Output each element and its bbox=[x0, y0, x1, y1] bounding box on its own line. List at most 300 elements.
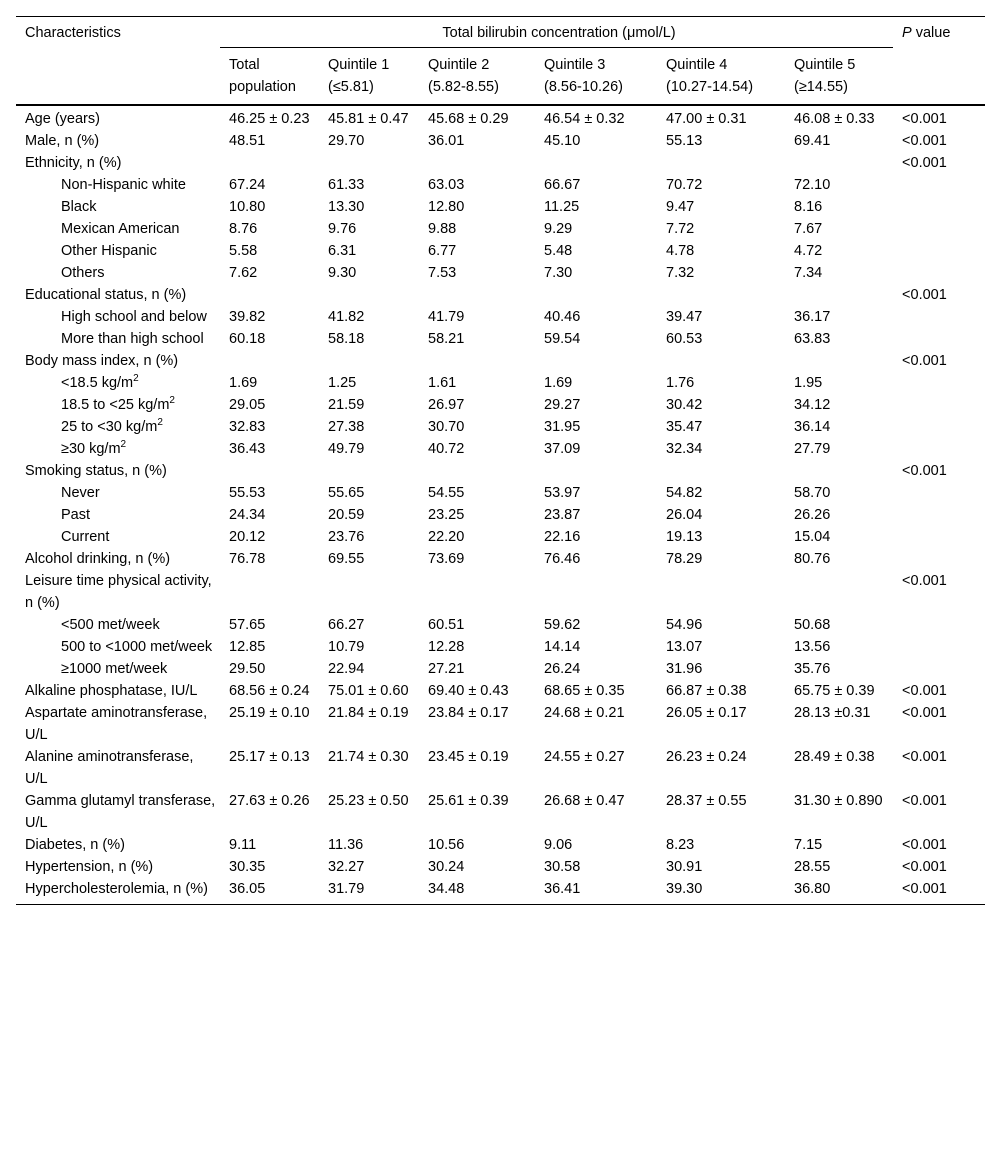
value-cell: 73.69 bbox=[428, 551, 465, 567]
row-label bbox=[16, 504, 220, 526]
p-value-cell bbox=[893, 416, 985, 438]
table-row bbox=[16, 526, 985, 548]
p-value-cell bbox=[893, 328, 985, 350]
value-cell: 7.32 bbox=[666, 265, 695, 281]
value-cell: 69.41 bbox=[794, 133, 831, 149]
table-row bbox=[16, 790, 985, 834]
value-cell bbox=[319, 570, 419, 614]
column-header-line1: Quintile 2 bbox=[428, 57, 490, 73]
value-cell: 23.76 bbox=[328, 529, 365, 545]
column-header bbox=[785, 48, 893, 105]
value-cell: 20.12 bbox=[229, 529, 266, 545]
value-cell: 25.23 ± 0.50 bbox=[328, 793, 409, 809]
row-label-text: Hypercholesterolemia, n (%) bbox=[25, 881, 208, 897]
value-cell: 36.01 bbox=[428, 133, 465, 149]
value-cell: 66.27 bbox=[328, 617, 365, 633]
value-cell: 7.15 bbox=[794, 837, 823, 853]
row-label-text: Alanine aminotransferase, U/L bbox=[25, 749, 194, 787]
value-cell: 54.55 bbox=[428, 485, 465, 501]
value-cell: 6.31 bbox=[328, 243, 357, 259]
p-value-cell: <0.001 bbox=[902, 705, 947, 721]
value-cell: 80.76 bbox=[794, 551, 831, 567]
value-cell bbox=[535, 350, 657, 372]
value-cell: 11.36 bbox=[328, 837, 364, 853]
value-cell: 13.56 bbox=[794, 639, 831, 655]
value-cell: 7.72 bbox=[666, 221, 695, 237]
row-label-text: Black bbox=[61, 199, 97, 215]
value-cell: 25.19 ± 0.10 bbox=[229, 705, 310, 721]
value-cell: 26.23 ± 0.24 bbox=[666, 749, 747, 765]
value-cell: 24.55 ± 0.27 bbox=[544, 749, 625, 765]
value-cell: 60.53 bbox=[666, 331, 703, 347]
value-cell: 57.65 bbox=[229, 617, 266, 633]
value-cell: 36.14 bbox=[794, 419, 831, 435]
value-cell bbox=[785, 570, 893, 614]
value-cell: 36.17 bbox=[794, 309, 831, 325]
value-cell: 70.72 bbox=[666, 177, 703, 193]
value-cell: 32.27 bbox=[328, 859, 365, 875]
value-cell: 8.76 bbox=[229, 221, 258, 237]
row-label bbox=[16, 746, 220, 790]
value-cell: 37.09 bbox=[544, 441, 581, 457]
row-label bbox=[16, 460, 220, 482]
row-label-text: Leisure time physical activity, n (%) bbox=[25, 573, 212, 611]
p-rest: value bbox=[911, 25, 951, 41]
value-cell: 1.95 bbox=[794, 375, 823, 391]
value-cell: 45.10 bbox=[544, 133, 581, 149]
p-value-cell: <0.001 bbox=[902, 837, 947, 853]
value-cell: 41.82 bbox=[328, 309, 365, 325]
value-cell: 68.65 ± 0.35 bbox=[544, 683, 625, 699]
value-cell bbox=[657, 152, 785, 174]
row-label bbox=[16, 306, 220, 328]
row-label bbox=[16, 790, 220, 834]
value-cell: 12.85 bbox=[229, 639, 266, 655]
value-cell: 31.79 bbox=[319, 878, 419, 905]
value-cell: 10.80 bbox=[229, 199, 266, 215]
value-cell bbox=[220, 460, 319, 482]
value-cell: 22.94 bbox=[328, 661, 365, 677]
column-header bbox=[657, 48, 785, 105]
column-header-line2: (5.82-8.55) bbox=[428, 79, 499, 95]
value-cell: 13.30 bbox=[328, 199, 365, 215]
value-cell: 58.18 bbox=[328, 331, 365, 347]
row-label bbox=[16, 680, 220, 702]
value-cell: 23.25 bbox=[428, 507, 465, 523]
value-cell: 27.79 bbox=[794, 441, 831, 457]
value-cell: 59.54 bbox=[544, 331, 581, 347]
row-label bbox=[16, 636, 220, 658]
p-value-cell bbox=[893, 548, 985, 570]
p-value-cell: <0.001 bbox=[902, 573, 947, 589]
p-value-cell: <0.001 bbox=[902, 793, 947, 809]
value-cell: 9.29 bbox=[544, 221, 573, 237]
row-label-text: 18.5 to <25 kg/m bbox=[61, 397, 170, 413]
row-label-text: Gamma glutamyl transferase, U/L bbox=[25, 793, 216, 831]
value-cell: 30.91 bbox=[666, 859, 703, 875]
value-cell: 54.96 bbox=[666, 617, 703, 633]
value-cell: 76.78 bbox=[229, 551, 266, 567]
row-label-text: Male, n (%) bbox=[25, 133, 100, 149]
value-cell bbox=[785, 152, 893, 174]
row-label-text: Ethnicity, n (%) bbox=[25, 155, 122, 171]
column-header bbox=[535, 48, 657, 105]
table-row bbox=[16, 240, 985, 262]
column-header-line2: (≥14.55) bbox=[794, 79, 848, 95]
p-value-cell bbox=[893, 504, 985, 526]
row-label-text: Diabetes, n (%) bbox=[25, 837, 125, 853]
value-cell: 46.54 ± 0.32 bbox=[544, 111, 625, 127]
value-cell bbox=[535, 284, 657, 306]
row-label-text: Other Hispanic bbox=[61, 243, 157, 259]
column-header-line1: Quintile 1 bbox=[328, 57, 390, 73]
p-value-cell: <0.001 bbox=[902, 155, 947, 171]
value-cell: 36.43 bbox=[229, 441, 266, 457]
value-cell: 59.62 bbox=[544, 617, 581, 633]
value-cell bbox=[657, 460, 785, 482]
column-header-line2: population bbox=[229, 79, 296, 95]
value-cell bbox=[319, 152, 419, 174]
value-cell: 49.79 bbox=[328, 441, 365, 457]
value-cell: 31.95 bbox=[544, 419, 581, 435]
table-row bbox=[16, 130, 985, 152]
value-cell: 24.34 bbox=[229, 507, 266, 523]
value-cell bbox=[220, 570, 319, 614]
value-cell: 26.04 bbox=[666, 507, 703, 523]
row-label-text: Age (years) bbox=[25, 111, 100, 127]
row-label bbox=[16, 328, 220, 350]
value-cell bbox=[419, 460, 535, 482]
p-value-cell bbox=[893, 218, 985, 240]
value-cell: 69.40 ± 0.43 bbox=[428, 683, 509, 699]
value-cell bbox=[535, 460, 657, 482]
table-row bbox=[16, 105, 985, 130]
table-row bbox=[16, 262, 985, 284]
column-header bbox=[419, 48, 535, 105]
value-cell: 63.03 bbox=[428, 177, 465, 193]
value-cell: 12.28 bbox=[428, 639, 465, 655]
value-cell: 78.29 bbox=[666, 551, 703, 567]
value-cell: 28.37 ± 0.55 bbox=[666, 793, 747, 809]
value-cell: 5.48 bbox=[544, 243, 573, 259]
row-label bbox=[16, 218, 220, 240]
p-value-cell: <0.001 bbox=[902, 463, 947, 479]
row-label-text: Others bbox=[61, 265, 105, 281]
value-cell bbox=[785, 284, 893, 306]
value-cell: 26.26 bbox=[794, 507, 831, 523]
row-label bbox=[16, 614, 220, 636]
row-label-text: Mexican American bbox=[61, 221, 180, 237]
value-cell bbox=[535, 152, 657, 174]
row-label bbox=[16, 130, 220, 152]
value-cell: 46.25 ± 0.23 bbox=[229, 111, 310, 127]
value-cell: 30.42 bbox=[666, 397, 703, 413]
value-cell bbox=[657, 570, 785, 614]
value-cell: 35.76 bbox=[794, 661, 831, 677]
value-cell: 29.50 bbox=[229, 661, 266, 677]
value-cell bbox=[319, 350, 419, 372]
value-cell: 23.84 ± 0.17 bbox=[428, 705, 509, 721]
p-value-cell: <0.001 bbox=[902, 287, 947, 303]
table-row bbox=[16, 218, 985, 240]
row-label bbox=[16, 526, 220, 548]
row-label-text: Aspartate aminotransferase, U/L bbox=[25, 705, 208, 743]
value-cell: 34.48 bbox=[419, 878, 535, 905]
value-cell: 1.25 bbox=[328, 375, 357, 391]
value-cell: 1.69 bbox=[229, 375, 258, 391]
value-cell: 58.70 bbox=[794, 485, 831, 501]
value-cell: 26.05 ± 0.17 bbox=[666, 705, 747, 721]
p-value-cell bbox=[893, 438, 985, 460]
row-label bbox=[16, 372, 220, 394]
table-row bbox=[16, 394, 985, 416]
value-cell: 72.10 bbox=[794, 177, 831, 193]
table-row bbox=[16, 702, 985, 746]
value-cell: 32.34 bbox=[666, 441, 703, 457]
row-label bbox=[16, 350, 220, 372]
row-label-text: Smoking status, n (%) bbox=[25, 463, 167, 479]
p-value-cell bbox=[893, 658, 985, 680]
row-label-text: <500 met/week bbox=[61, 617, 160, 633]
row-label bbox=[16, 548, 220, 570]
value-cell bbox=[319, 460, 419, 482]
value-cell: 4.78 bbox=[666, 243, 695, 259]
row-label-superscript: 2 bbox=[157, 417, 163, 428]
value-cell bbox=[319, 284, 419, 306]
value-cell: 7.53 bbox=[428, 265, 457, 281]
table-row bbox=[16, 152, 985, 174]
row-label bbox=[16, 416, 220, 438]
row-label bbox=[16, 438, 220, 460]
value-cell: 15.04 bbox=[794, 529, 831, 545]
value-cell: 67.24 bbox=[229, 177, 266, 193]
p-value-cell bbox=[893, 174, 985, 196]
value-cell: 60.18 bbox=[229, 331, 266, 347]
table-row bbox=[16, 658, 985, 680]
row-label bbox=[16, 482, 220, 504]
value-cell: 36.41 bbox=[535, 878, 657, 905]
table-row bbox=[16, 614, 985, 636]
column-header-line1: Quintile 4 bbox=[666, 57, 728, 73]
value-cell: 45.68 ± 0.29 bbox=[428, 111, 509, 127]
value-cell: 76.46 bbox=[544, 551, 581, 567]
row-label-text: Never bbox=[61, 485, 100, 501]
column-header-line1: Total bbox=[229, 57, 260, 73]
value-cell: 55.53 bbox=[229, 485, 266, 501]
value-cell: 21.84 ± 0.19 bbox=[328, 705, 409, 721]
value-cell: 24.68 ± 0.21 bbox=[544, 705, 625, 721]
value-cell: 22.16 bbox=[544, 529, 581, 545]
row-label-superscript: 2 bbox=[120, 439, 127, 450]
row-label bbox=[16, 196, 220, 218]
value-cell: 19.13 bbox=[666, 529, 703, 545]
value-cell: 66.87 ± 0.38 bbox=[666, 683, 747, 699]
value-cell: 25.61 ± 0.39 bbox=[428, 793, 509, 809]
row-label bbox=[16, 658, 220, 680]
row-label-text: ≥1000 met/week bbox=[61, 661, 168, 677]
column-header-line1: Quintile 5 bbox=[794, 57, 856, 73]
value-cell: 10.56 bbox=[428, 837, 465, 853]
value-cell: 55.13 bbox=[666, 133, 703, 149]
value-cell: 55.65 bbox=[328, 485, 365, 501]
value-cell: 75.01 ± 0.60 bbox=[328, 683, 409, 699]
value-cell: 7.34 bbox=[794, 265, 823, 281]
p-value-cell bbox=[893, 482, 985, 504]
row-label-text: ≥30 kg/m bbox=[61, 441, 121, 457]
p-value-cell: <0.001 bbox=[902, 353, 947, 369]
value-cell: 30.70 bbox=[428, 419, 465, 435]
p-value-cell bbox=[893, 262, 985, 284]
p-italic: P bbox=[902, 25, 912, 41]
table-row bbox=[16, 372, 985, 394]
value-cell: 8.23 bbox=[666, 837, 695, 853]
p-value-cell bbox=[893, 240, 985, 262]
value-cell: 1.61 bbox=[428, 375, 457, 391]
table-row bbox=[16, 306, 985, 328]
value-cell: 46.08 ± 0.33 bbox=[794, 111, 875, 127]
value-cell: 28.13 ±0.31 bbox=[794, 705, 871, 721]
value-cell: 61.33 bbox=[328, 177, 365, 193]
value-cell: 66.67 bbox=[544, 177, 581, 193]
value-cell: 20.59 bbox=[328, 507, 365, 523]
value-cell: 69.55 bbox=[328, 551, 365, 567]
table-row bbox=[16, 438, 985, 460]
value-cell: 28.49 ± 0.38 bbox=[794, 749, 875, 765]
row-label bbox=[16, 105, 220, 130]
row-label-superscript: 2 bbox=[133, 373, 139, 384]
p-value-cell bbox=[893, 526, 985, 548]
bilirubin-characteristics-table bbox=[16, 16, 985, 905]
p-value-cell bbox=[893, 636, 985, 658]
value-cell: 9.47 bbox=[666, 199, 695, 215]
table-row bbox=[16, 636, 985, 658]
value-cell: 47.00 ± 0.31 bbox=[666, 111, 747, 127]
column-header-line2: (≤5.81) bbox=[328, 79, 374, 95]
value-cell: 54.82 bbox=[666, 485, 703, 501]
p-value-cell bbox=[893, 394, 985, 416]
p-value-cell: <0.001 bbox=[902, 111, 947, 127]
value-cell: 45.81 ± 0.47 bbox=[328, 111, 409, 127]
row-label-text: <18.5 kg/m bbox=[61, 375, 134, 391]
column-header-line1: Quintile 3 bbox=[544, 57, 606, 73]
row-label-text: Current bbox=[61, 529, 110, 545]
table-row bbox=[16, 680, 985, 702]
value-cell: 31.30 ± 0.890 bbox=[794, 793, 883, 809]
value-cell: 36.80 bbox=[785, 878, 893, 905]
value-cell bbox=[657, 284, 785, 306]
value-cell: 48.51 bbox=[229, 133, 266, 149]
table-row bbox=[16, 878, 985, 905]
characteristics-header: Characteristics bbox=[16, 17, 220, 105]
row-label bbox=[16, 570, 220, 614]
table-row bbox=[16, 350, 985, 372]
value-cell: 39.47 bbox=[666, 309, 703, 325]
value-cell: 27.63 ± 0.26 bbox=[229, 793, 310, 809]
header-row-1 bbox=[16, 17, 985, 48]
table-body bbox=[16, 105, 985, 905]
row-label bbox=[16, 284, 220, 306]
value-cell: 39.30 bbox=[657, 878, 785, 905]
value-cell: 65.75 ± 0.39 bbox=[794, 683, 875, 699]
p-value-cell bbox=[893, 372, 985, 394]
value-cell: 9.88 bbox=[428, 221, 457, 237]
row-label-text: Body mass index, n (%) bbox=[25, 353, 179, 369]
row-label-text: Non-Hispanic white bbox=[61, 177, 186, 193]
value-cell: 1.69 bbox=[544, 375, 573, 391]
value-cell: 10.79 bbox=[328, 639, 365, 655]
value-cell: 26.97 bbox=[428, 397, 465, 413]
value-cell: 29.27 bbox=[544, 397, 581, 413]
value-cell: 5.58 bbox=[229, 243, 258, 259]
value-cell: 35.47 bbox=[666, 419, 703, 435]
value-cell bbox=[419, 350, 535, 372]
value-cell: 53.97 bbox=[544, 485, 581, 501]
value-cell: 34.12 bbox=[794, 397, 831, 413]
value-cell: 40.46 bbox=[544, 309, 581, 325]
value-cell: 27.21 bbox=[428, 661, 465, 677]
value-cell: 36.05 bbox=[220, 878, 319, 905]
row-label bbox=[16, 394, 220, 416]
row-label-superscript: 2 bbox=[169, 395, 175, 406]
row-label bbox=[16, 834, 220, 856]
row-label-text: 25 to <30 kg/m bbox=[61, 419, 158, 435]
bilirubin-group-header: Total bilirubin concentration (μmol/L) bbox=[220, 17, 893, 48]
row-label bbox=[16, 152, 220, 174]
value-cell: 1.76 bbox=[666, 375, 695, 391]
table-row bbox=[16, 834, 985, 856]
p-value-cell bbox=[893, 306, 985, 328]
row-label-text: Hypertension, n (%) bbox=[25, 859, 154, 875]
row-label bbox=[16, 856, 220, 878]
table-row bbox=[16, 548, 985, 570]
value-cell: 39.82 bbox=[229, 309, 266, 325]
row-label bbox=[16, 878, 220, 905]
value-cell: 6.77 bbox=[428, 243, 457, 259]
p-value-cell: <0.001 bbox=[902, 683, 947, 699]
value-cell bbox=[419, 570, 535, 614]
p-value-cell: <0.001 bbox=[902, 749, 947, 765]
table-row bbox=[16, 416, 985, 438]
p-value-header bbox=[893, 17, 985, 105]
value-cell: 29.70 bbox=[328, 133, 365, 149]
table-row bbox=[16, 174, 985, 196]
value-cell: 41.79 bbox=[428, 309, 465, 325]
p-value-cell: <0.001 bbox=[902, 133, 947, 149]
value-cell: 8.16 bbox=[794, 199, 823, 215]
value-cell: 22.20 bbox=[428, 529, 465, 545]
value-cell: 23.45 ± 0.19 bbox=[428, 749, 509, 765]
value-cell: 28.55 bbox=[794, 859, 831, 875]
column-header bbox=[220, 48, 319, 105]
value-cell bbox=[220, 284, 319, 306]
row-label bbox=[16, 240, 220, 262]
p-value-cell: <0.001 bbox=[893, 878, 985, 905]
value-cell: 7.67 bbox=[794, 221, 823, 237]
value-cell bbox=[535, 570, 657, 614]
value-cell: 40.72 bbox=[428, 441, 465, 457]
value-cell bbox=[419, 284, 535, 306]
value-cell: 9.11 bbox=[229, 837, 257, 853]
value-cell: 60.51 bbox=[428, 617, 465, 633]
value-cell: 25.17 ± 0.13 bbox=[229, 749, 310, 765]
p-value-cell: <0.001 bbox=[902, 859, 947, 875]
value-cell: 32.83 bbox=[229, 419, 266, 435]
row-label-text: 500 to <1000 met/week bbox=[61, 639, 213, 655]
row-label bbox=[16, 174, 220, 196]
value-cell: 26.68 ± 0.47 bbox=[544, 793, 625, 809]
column-header-line2: (8.56-10.26) bbox=[544, 79, 623, 95]
table-row bbox=[16, 504, 985, 526]
